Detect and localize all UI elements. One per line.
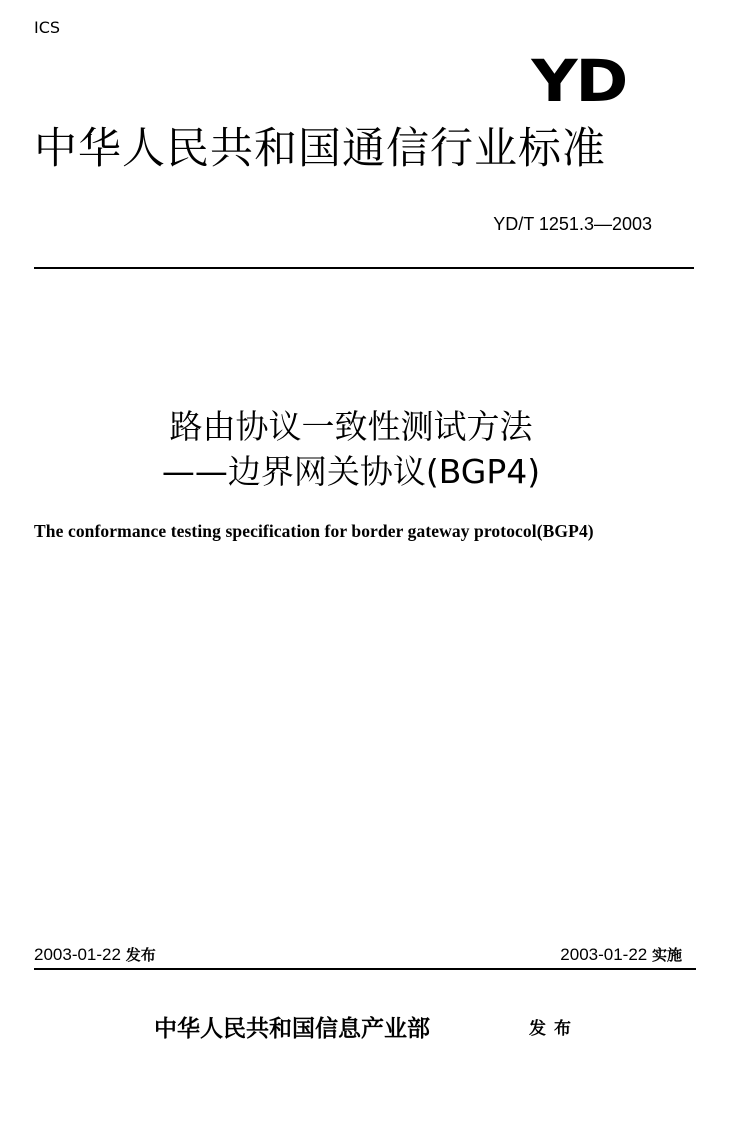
publish-date-line — [34, 944, 156, 965]
standard-number: YD/T 1251.3—2003 — [493, 214, 652, 234]
top-divider — [34, 267, 694, 269]
publish-date: 2003-01-22 — [34, 945, 121, 964]
issuing-authority: 中华人民共和国信息产业部 — [154, 1015, 430, 1042]
issuer-suffix: 发布 — [529, 1019, 579, 1039]
yd-logo: YD — [531, 47, 626, 115]
bottom-divider — [34, 968, 696, 970]
document-title-line2: ——边界网关协议(BGP4) — [161, 452, 541, 491]
ics-label: ICS — [34, 18, 61, 37]
implement-label: 实施 — [651, 947, 682, 964]
document-title-line1: 路由协议一致性测试方法 — [169, 407, 533, 446]
org-title: 中华人民共和国通信行业标准 — [34, 124, 606, 174]
publish-label: 发布 — [125, 947, 156, 964]
implement-date: 2003-01-22 — [560, 945, 648, 964]
implement-date-line — [560, 944, 682, 965]
english-title: The conformance testing specification for border gateway protocol(BGP4) — [34, 521, 594, 541]
